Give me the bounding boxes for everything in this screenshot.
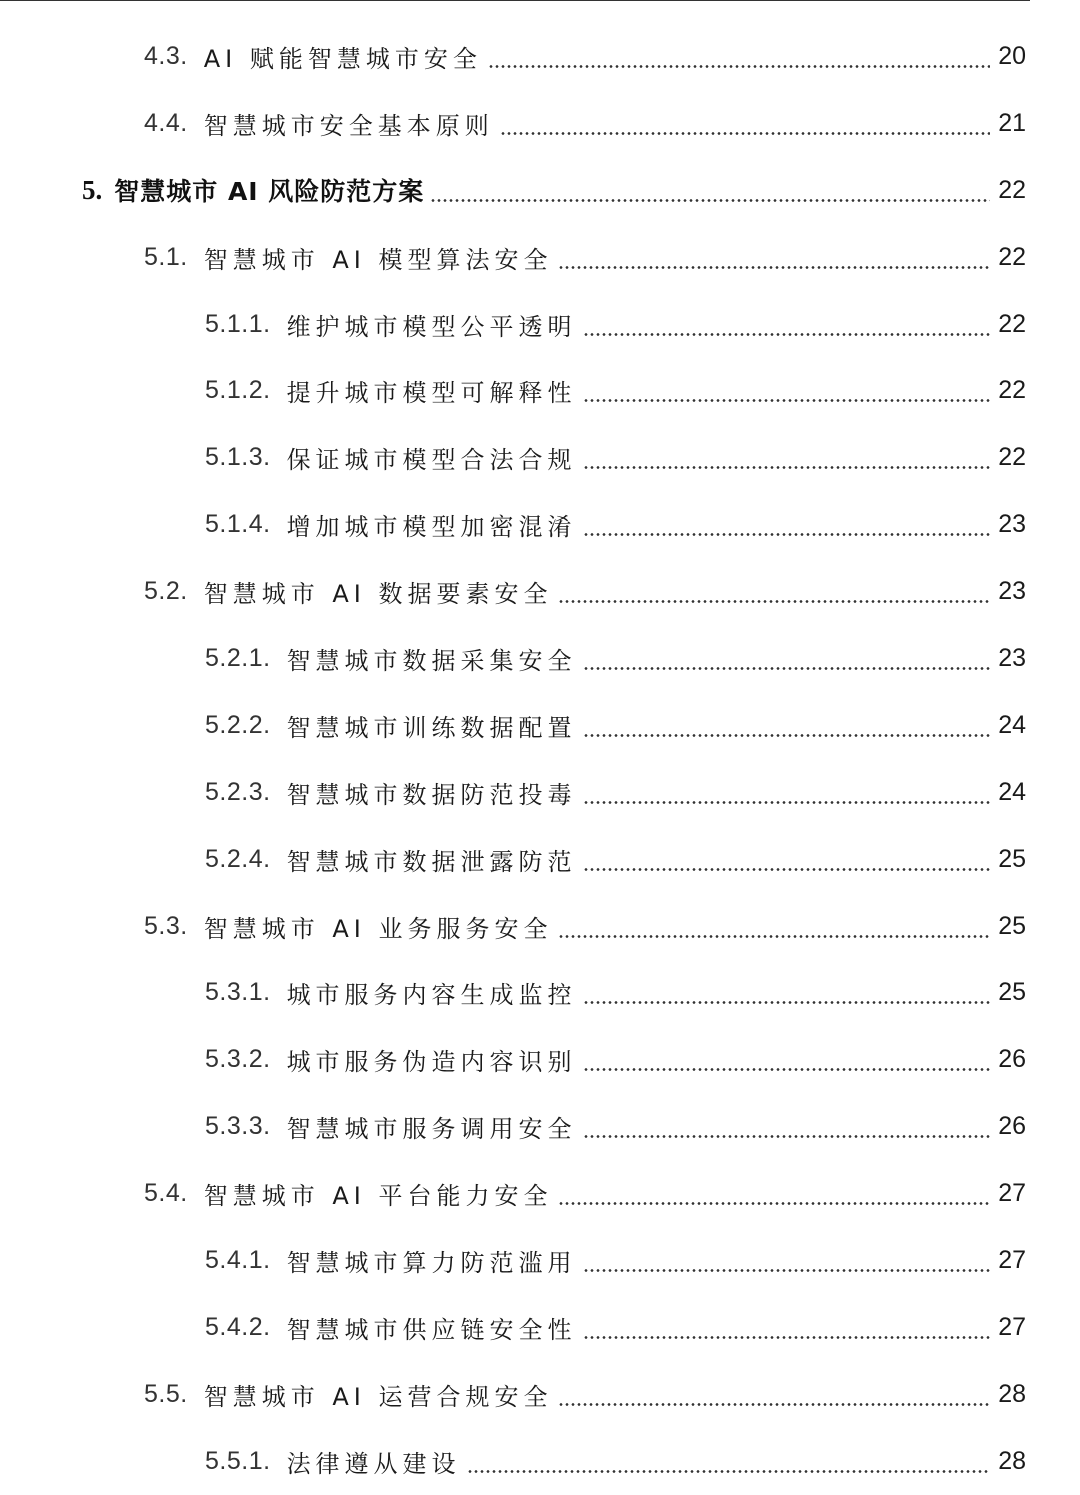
toc-entry-level-2[interactable]: [0, 558, 1080, 625]
toc-entry-number: 5.3.2.: [205, 1045, 271, 1074]
dot-leader: [558, 935, 990, 938]
toc-entry-level-3[interactable]: [0, 1093, 1080, 1160]
toc-entry-title: 智慧城市数据防范投毒: [286, 780, 577, 809]
dot-leader: [558, 266, 990, 269]
toc-entry-title: 智慧城市 AI 模型算法安全: [203, 245, 553, 274]
toc-entry-level-1[interactable]: [0, 157, 1080, 224]
toc-entry-number: 5.3.: [144, 911, 188, 940]
toc-entry-page-number: 25: [998, 911, 1026, 940]
toc-entry-page-number: 23: [998, 577, 1026, 606]
toc-entry-title: 提升城市模型可解释性: [286, 379, 577, 408]
toc-entry-number: 5.2.: [144, 577, 188, 606]
toc-entry-level-3[interactable]: [0, 625, 1080, 692]
toc-entry-page-number: 27: [998, 1179, 1026, 1208]
toc-entry-title: 智慧城市算力防范滥用: [286, 1248, 577, 1277]
toc-entry-number: 5.3.3.: [205, 1112, 271, 1141]
toc-entry-level-3[interactable]: [0, 291, 1080, 358]
toc-entry-title: 保证城市模型合法合规: [286, 446, 577, 475]
toc-entry-level-2[interactable]: [0, 224, 1080, 291]
toc-entry-level-2[interactable]: [0, 893, 1080, 960]
dot-leader: [583, 1269, 990, 1272]
toc-entry-number: 5.1.2.: [205, 376, 271, 405]
toc-entry-number: 5.1.1.: [205, 309, 271, 338]
toc-entry-page-number: 23: [998, 510, 1026, 539]
toc-entry-level-3[interactable]: [0, 1227, 1080, 1294]
toc-entry-title: 增加城市模型加密混淆: [286, 513, 577, 542]
toc-entry-page-number: 22: [998, 242, 1026, 271]
toc-entry-level-3[interactable]: [0, 1428, 1080, 1495]
dot-leader: [583, 1336, 990, 1339]
toc-entry-level-3[interactable]: [0, 692, 1080, 759]
dot-leader: [583, 667, 990, 670]
toc-entry-title: 法律遵从建设: [286, 1449, 461, 1478]
toc-entry-number: 5.5.1.: [205, 1446, 271, 1475]
toc-entry-page-number: 20: [998, 41, 1026, 70]
toc-entry-page-number: 28: [998, 1446, 1026, 1475]
toc-entry-page-number: 25: [998, 978, 1026, 1007]
toc-entry-title: 智慧城市安全基本原则: [203, 111, 494, 140]
toc-entry-level-3[interactable]: [0, 424, 1080, 491]
dot-leader: [583, 1001, 990, 1004]
toc-entry-title: 城市服务伪造内容识别: [286, 1048, 577, 1077]
toc-entry-level-3[interactable]: [0, 357, 1080, 424]
toc-entry-level-3[interactable]: [0, 959, 1080, 1026]
toc-entry-number: 5.4.: [144, 1179, 188, 1208]
dot-leader: [583, 1068, 990, 1071]
toc-entry-title: 维护城市模型公平透明: [286, 312, 577, 341]
toc-entry-title: 智慧城市 AI 风险防范方案: [114, 177, 425, 207]
toc-entry-number: 5.2.2.: [205, 710, 271, 739]
toc-entry-level-3[interactable]: [0, 759, 1080, 826]
toc-entry-page-number: 27: [998, 1312, 1026, 1341]
toc-entry-title: 智慧城市 AI 数据要素安全: [203, 580, 553, 609]
dot-leader: [583, 399, 990, 402]
toc-entry-title: 智慧城市服务调用安全: [286, 1115, 577, 1144]
dot-leader: [583, 734, 990, 737]
dot-leader: [583, 333, 990, 336]
toc-entry-title: 智慧城市 AI 业务服务安全: [203, 914, 553, 943]
toc-entry-number: 5.: [82, 174, 103, 205]
toc-entry-page-number: 22: [998, 175, 1026, 204]
toc-entry-title: 智慧城市 AI 运营合规安全: [203, 1382, 553, 1411]
dot-leader: [430, 199, 990, 202]
top-rule: [0, 0, 1030, 1]
dot-leader: [583, 533, 990, 536]
dot-leader: [583, 868, 990, 871]
toc-entry-level-2[interactable]: [0, 90, 1080, 157]
dot-leader: [500, 132, 990, 135]
dot-leader: [583, 801, 990, 804]
toc-entry-number: 5.2.1.: [205, 643, 271, 672]
toc-entry-level-2[interactable]: [0, 1361, 1080, 1428]
dot-leader: [558, 1202, 990, 1205]
toc-entry-title: 智慧城市数据泄露防范: [286, 847, 577, 876]
toc-entry-number: 4.3.: [144, 41, 188, 70]
toc-entry-level-2[interactable]: [0, 23, 1080, 90]
toc-entry-page-number: 22: [998, 443, 1026, 472]
toc-entry-title: 城市服务内容生成监控: [286, 981, 577, 1010]
dot-leader: [558, 1403, 990, 1406]
toc-entry-number: 5.1.3.: [205, 443, 271, 472]
toc-entry-title: 智慧城市训练数据配置: [286, 713, 577, 742]
dot-leader: [583, 1135, 990, 1138]
dot-leader: [488, 65, 990, 68]
toc-entry-number: 5.4.1.: [205, 1245, 271, 1274]
toc-entry-level-3[interactable]: [0, 826, 1080, 893]
dot-leader: [558, 600, 990, 603]
toc-entry-number: 5.2.4.: [205, 844, 271, 873]
toc-entry-page-number: 24: [998, 777, 1026, 806]
toc-entry-level-3[interactable]: [0, 1294, 1080, 1361]
dot-leader: [583, 466, 990, 469]
toc-entry-number: 5.4.2.: [205, 1312, 271, 1341]
toc-entry-page-number: 27: [998, 1245, 1026, 1274]
toc-entry-page-number: 25: [998, 844, 1026, 873]
toc-entry-level-3[interactable]: [0, 1026, 1080, 1093]
toc-entry-page-number: 21: [998, 108, 1026, 137]
toc-entry-page-number: 28: [998, 1379, 1026, 1408]
toc-entry-number: 5.3.1.: [205, 978, 271, 1007]
toc-entry-number: 5.1.: [144, 242, 188, 271]
toc-entry-page-number: 24: [998, 710, 1026, 739]
toc-entry-number: 4.4.: [144, 108, 188, 137]
toc-entry-level-2[interactable]: [0, 1160, 1080, 1227]
toc-entry-number: 5.5.: [144, 1379, 188, 1408]
toc-entry-title: 智慧城市数据采集安全: [286, 646, 577, 675]
toc-entry-level-3[interactable]: [0, 491, 1080, 558]
toc-entry-title: 智慧城市供应链安全性: [286, 1315, 577, 1344]
toc-entry-title: 智慧城市 AI 平台能力安全: [203, 1182, 553, 1211]
toc-entry-title: AI 赋能智慧城市安全: [203, 44, 482, 73]
table-of-contents: [0, 23, 1080, 1495]
toc-entry-page-number: 26: [998, 1045, 1026, 1074]
toc-entry-page-number: 22: [998, 309, 1026, 338]
toc-entry-number: 5.2.3.: [205, 777, 271, 806]
dot-leader: [467, 1470, 990, 1473]
toc-entry-page-number: 22: [998, 376, 1026, 405]
toc-entry-page-number: 26: [998, 1112, 1026, 1141]
toc-entry-page-number: 23: [998, 643, 1026, 672]
toc-entry-number: 5.1.4.: [205, 510, 271, 539]
